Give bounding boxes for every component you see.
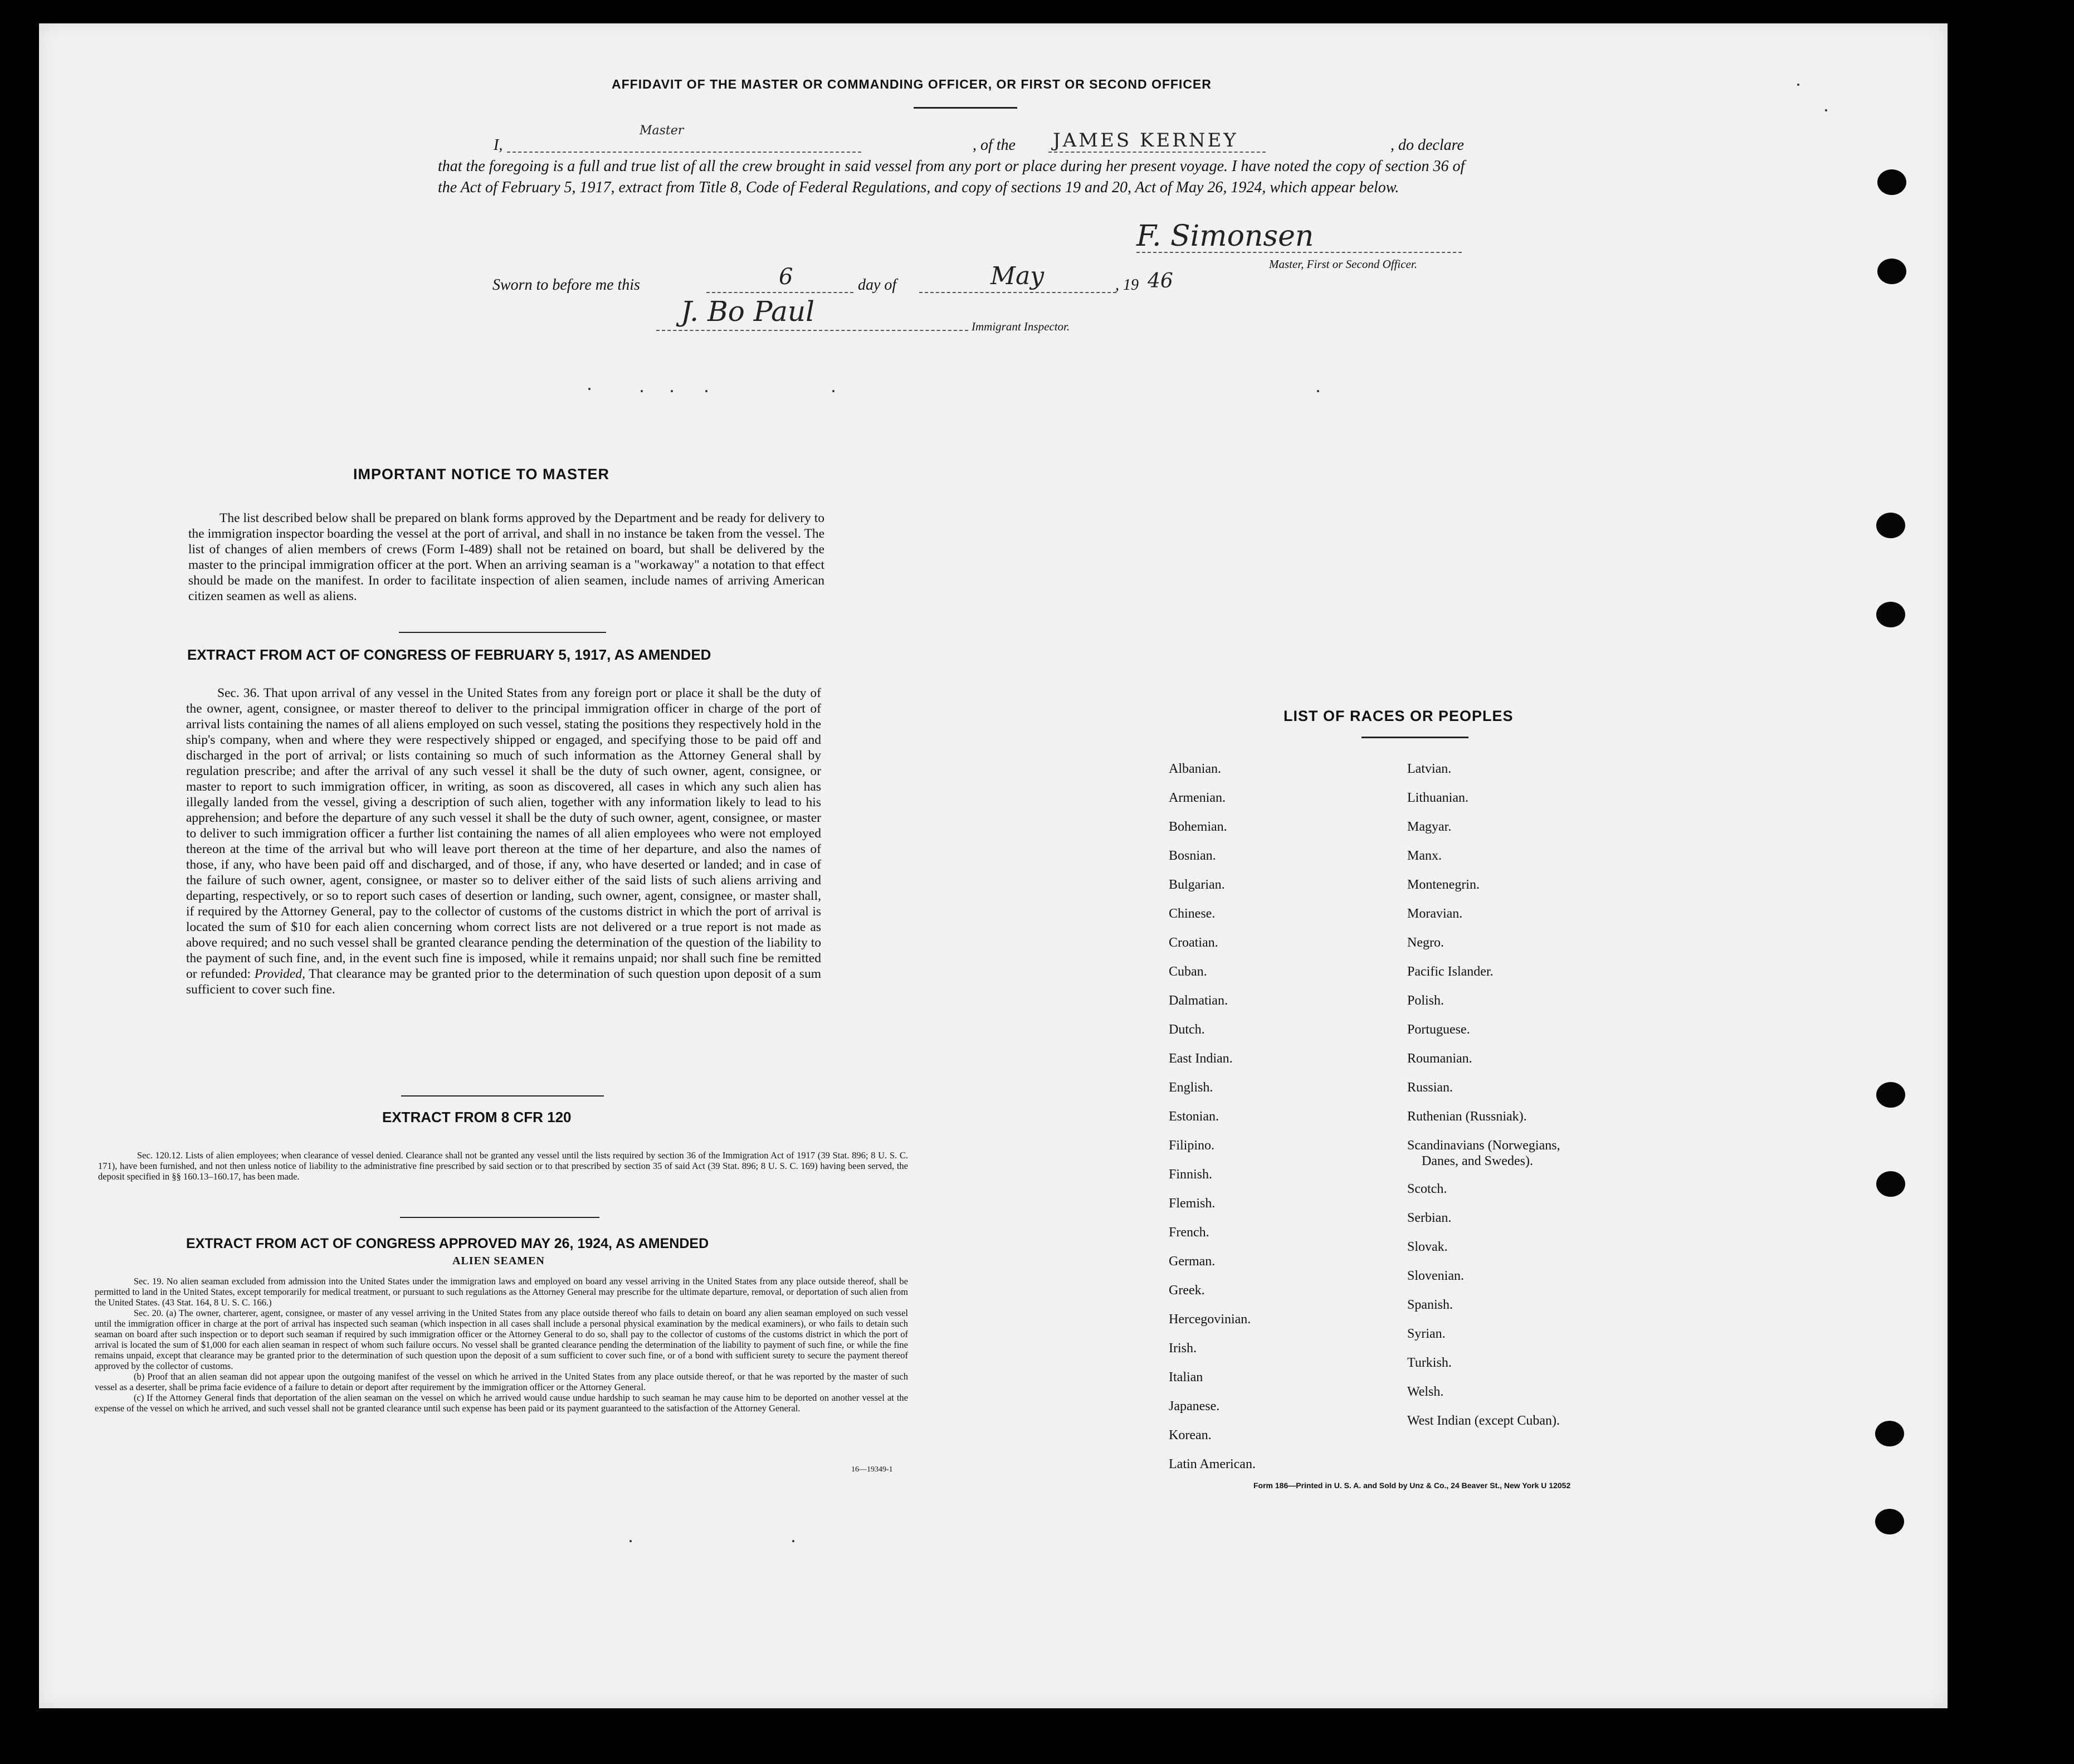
race-item: Finnish.: [1169, 1167, 1213, 1182]
race-item: Latin American.: [1169, 1457, 1256, 1471]
sworn-prefix: Sworn to before me this: [492, 276, 640, 294]
affidavit-declaration: [438, 135, 1480, 198]
section-rule: [400, 1217, 599, 1218]
extract-1924-body: [95, 1276, 908, 1414]
race-item: Spanish.: [1407, 1298, 1453, 1312]
handwritten-master: Master: [640, 124, 684, 138]
race-item: Polish.: [1407, 993, 1445, 1008]
affidavit-title: AFFIDAVIT OF THE MASTER OR COMMANDING OFFICER, OR FIRST OR SECOND OFFICER: [612, 77, 1212, 91]
extract-cfr-body: Sec. 120.12. Lists of alien employees; when clearance of vessel denied. Clearance shall not be granted any vessel until the lists required by section 36 of the Immigration Act of 1917 (39 Stat. 896; 8 U. S. C. 171), have been furnished, and not then unless notice of liability to the administrative fine prescribed by said section or to that prescribed by section 35 of said Act (39 Stat. 896; 8 U. S. C. 169) having been served, the deposit specified in §§ 160.13–160.17, has been made.: [98, 1150, 908, 1182]
speck: [588, 388, 591, 390]
race-item-scandinavians: [1407, 1131, 1560, 1175]
race-item: Moravian.: [1407, 907, 1463, 921]
signature-label: Master, First or Second Officer.: [1269, 257, 1417, 271]
race-item: Lithuanian.: [1407, 791, 1468, 805]
race-item: Magyar.: [1407, 820, 1452, 834]
vessel-blank: [1048, 152, 1266, 153]
race-item: English.: [1169, 1080, 1213, 1095]
race-item: Roumanian.: [1407, 1051, 1472, 1066]
speck: [629, 1540, 632, 1542]
races-right-column: [1407, 754, 1560, 1435]
do-declare: , do declare: [1390, 137, 1464, 154]
title-rule: [914, 107, 1017, 109]
speck: [1825, 109, 1827, 111]
sec-20b-text: (b) Proof that an alien seaman did not appear upon the outgoing manifest of the vessel on which he arrived in the United States from any place outside thereof, or that he was reported by the master of such vessel as a deserter, shall be prima facie evidence of a failure to detain or deport after requirement by the immigration officer or the Attorney General.: [95, 1371, 908, 1392]
notice-title: IMPORTANT NOTICE TO MASTER: [353, 466, 609, 483]
race-item: Croatian.: [1169, 935, 1218, 950]
inspector-line: [656, 330, 968, 331]
race-item: Chinese.: [1169, 907, 1216, 921]
race-item: Armenian.: [1169, 791, 1226, 805]
provided-word: Provided,: [254, 967, 305, 981]
year-prefix: , 19: [1115, 276, 1139, 294]
of-the: , of the: [973, 137, 1016, 154]
race-item-line: Danes, and Swedes).: [1422, 1154, 1533, 1168]
race-item: Japanese.: [1169, 1399, 1220, 1414]
race-item: Greek.: [1169, 1283, 1205, 1298]
punch-hole: [1875, 1509, 1904, 1534]
race-item: Negro.: [1407, 935, 1444, 950]
punch-hole: [1875, 1421, 1904, 1446]
section-rule: [399, 632, 606, 633]
declaration-line: [438, 135, 1480, 156]
sec-36-text-end: That clearance may be granted prior to the determination of such question upon deposit of a sum sufficient to cover such fine.: [186, 967, 822, 997]
extract-cfr-title: EXTRACT FROM 8 CFR 120: [382, 1109, 572, 1125]
affidavit-body: that the foregoing is a full and true list of all the crew brought in said vessel from any port or place during her present voyage. I have noted the copy of section 36 of the Act of February 5, 1917, extract from Title 8, Code of Federal Regulations, and copy of sections 19 and 20, Act of May 26, 1924, which appear below.: [438, 158, 1465, 196]
extract-1917-body: [186, 685, 821, 997]
races-title-rule: [1361, 737, 1468, 738]
handwritten-master-signature: F. Simonsen: [1136, 220, 1314, 253]
signature-line: [1136, 252, 1462, 253]
race-item: Turkish.: [1407, 1356, 1452, 1370]
race-item: Welsh.: [1407, 1385, 1444, 1399]
speck: [1317, 390, 1319, 392]
speck: [705, 390, 707, 392]
race-item: Italian: [1169, 1370, 1203, 1385]
sec-36-text: That upon arrival of any vessel in the United States from any foreign port or place it shall be the duty of the owner, agent, consignee, or master thereof to deliver to the principal immigration officer in charge of the port of arrival lists containing the names of all aliens employed on such vessel, stating the positions they respectively hold in the ship's company, when and where they were respectively shipped or engaged, and specifying those to be paid off and discharged in the port of arrival; or lists containing so much of such information as the Attorney General shall by regulation prescribe; and after the arrival of any such vessel it shall be the duty of such owner, agent, consignee, or master to report to such immigration officer, in writing, as soon as discovered, all cases in which any such alien has illegally landed from the vessel, giving a description of such alien, together with any information likely to lead to his apprehension; and before the departure of any such vessel it shall be the duty of such owner, agent, consignee, or master to deliver to such immigration officer a further list containing the names of all alien employees who were not employed thereon at the time of the arrival but who will leave port thereon at the time of her departure, and also the names of those, if any, who have been paid off and discharged, and of those, if any, who have deserted or landed; and in case of the failure of such owner, agent, consignee, or master so to deliver either of the said lists of such aliens arriving and departing, respectively, or so to report such cases of desertion or landing, such owner, agent, consignee, or master shall, if required by the Attorney General, pay to the collector of customs of the customs district in which the port of arrival is located the sum of $10 for each alien concerning whom correct lists are not delivered or a true report is not made as above required; and no such vessel shall be granted clearance pending the determination of the question of the liability to the payment of such fine, and, in the event such fine is imposed, while it remains unpaid; nor shall such fine be remitted or refunded:: [186, 686, 822, 981]
race-item: Bohemian.: [1169, 820, 1227, 834]
punch-hole: [1876, 602, 1905, 627]
form-number: 16—19349-1: [851, 1465, 893, 1474]
race-item: West Indian (except Cuban).: [1407, 1414, 1560, 1428]
race-item: Flemish.: [1169, 1196, 1216, 1211]
section-rule: [401, 1095, 604, 1097]
race-item: Ruthenian (Russniak).: [1407, 1109, 1527, 1124]
day-of-label: day of: [858, 276, 897, 294]
race-item: Scotch.: [1407, 1182, 1447, 1196]
race-item: Bosnian.: [1169, 849, 1216, 863]
sec-36-label: Sec. 36.: [217, 686, 260, 700]
race-item: Korean.: [1169, 1428, 1212, 1443]
handwritten-inspector-signature: J. Bo Paul: [681, 295, 815, 328]
inspector-label: Immigrant Inspector.: [972, 320, 1070, 333]
speck: [641, 390, 643, 392]
race-item: Montenegrin.: [1407, 878, 1480, 892]
race-item: Albanian.: [1169, 762, 1221, 776]
extract-1924-title: EXTRACT FROM ACT OF CONGRESS APPROVED MAY 26, 1924, AS AMENDED: [186, 1236, 709, 1251]
speck: [1797, 84, 1799, 86]
sec-19-text: Sec. 19. No alien seaman excluded from admission into the United States under the immigration laws and employed on board any vessel arriving in the United States from any place outside thereof, shall be permitted to land in the United States, except temporarily for medical treatment, or pursuant to such regulations as the Attorney General may prescribe for the ultimate departure, removal, or deportation of such alien from the United States. (43 Stat. 164, 8 U. S. C. 166.): [95, 1276, 908, 1308]
extract-1917-title: EXTRACT FROM ACT OF CONGRESS OF FEBRUARY 5, 1917, AS AMENDED: [187, 646, 711, 663]
handwritten-vessel-name: JAMES KERNEY: [1053, 129, 1238, 152]
race-item: Hercegovinian.: [1169, 1312, 1251, 1327]
punch-hole: [1876, 513, 1905, 538]
race-item: Manx.: [1407, 849, 1442, 863]
race-item-line: Scandinavians (Norwegians,: [1407, 1138, 1560, 1153]
speck: [792, 1540, 794, 1542]
handwritten-year: 46: [1148, 270, 1173, 293]
races-title: LIST OF RACES OR PEOPLES: [1284, 708, 1514, 724]
printer-footer: Form 186—Printed in U. S. A. and Sold by Unz & Co., 24 Beaver St., New York U 12052: [1253, 1481, 1571, 1490]
race-item: Irish.: [1169, 1341, 1197, 1356]
race-item: Russian.: [1407, 1080, 1453, 1095]
race-item: German.: [1169, 1254, 1216, 1269]
punch-hole: [1876, 1171, 1905, 1197]
sec-20c-text: (c) If the Attorney General finds that deportation of the alien seaman on the vessel on which he arrived would cause undue hardship to such seaman he may cause him to be deported on another vessel at the expense of the vessel on which he arrived, and such vessel shall not be granted clearance until such expense has been paid or its payment guaranteed to the satisfaction of the Attorney General.: [95, 1392, 908, 1414]
race-item: Pacific Islander.: [1407, 964, 1494, 979]
alien-seamen-subtitle: ALIEN SEAMEN: [452, 1255, 545, 1267]
speck: [671, 390, 673, 392]
race-item: Portuguese.: [1407, 1022, 1470, 1037]
race-item: Dalmatian.: [1169, 993, 1228, 1008]
race-item: Serbian.: [1407, 1211, 1452, 1225]
handwritten-month: May: [990, 262, 1045, 290]
race-item: Bulgarian.: [1169, 878, 1225, 892]
declare-prefix: I,: [494, 137, 503, 154]
race-item: Slovenian.: [1407, 1269, 1464, 1283]
day-blank: [706, 292, 853, 293]
handwritten-day: 6: [779, 264, 793, 290]
punch-hole: [1876, 1082, 1905, 1108]
race-item: Latvian.: [1407, 762, 1452, 776]
race-item: Slovak.: [1407, 1240, 1448, 1254]
punch-hole: [1877, 169, 1906, 195]
race-item: Estonian.: [1169, 1109, 1219, 1124]
race-item: Filipino.: [1169, 1138, 1215, 1153]
races-left-column: [1169, 754, 1256, 1479]
master-blank: [507, 152, 861, 153]
race-item: Cuban.: [1169, 964, 1207, 979]
month-blank: [919, 292, 1116, 293]
race-item: Dutch.: [1169, 1022, 1205, 1037]
race-item: Syrian.: [1407, 1327, 1446, 1341]
race-item: East Indian.: [1169, 1051, 1233, 1066]
notice-body: The list described below shall be prepared on blank forms approved by the Department and be ready for delivery to the immigration inspector boarding the vessel at the port of arrival, and shall in no instance be taken from the vessel. The list of changes of alien members of crews (Form I-489) shall not be retained on board, but shall be delivered by the master to the principal immigration officer at the port. When an arriving seaman is a "workaway" a notation to that effect should be made on the manifest. In order to facilitate inspection of alien seamen, include names of arriving American citizen seamen as well as aliens.: [188, 511, 824, 603]
speck: [832, 390, 835, 392]
punch-hole: [1877, 259, 1906, 284]
race-item: French.: [1169, 1225, 1209, 1240]
sec-20a-text: Sec. 20. (a) The owner, charterer, agent, consignee, or master of any vessel arriving in the United States from any place outside thereof who fails to detain on board any alien seaman employed on such vessel until the immigration officer in charge at the port of arrival has inspected such seaman (which inspection in all cases shall include a personal physical examination by the medical examiners), or who fails to detain such seaman on board after such inspection or to deport such seaman if required by such immigration officer or the Attorney General to do so, shall pay to the collector of customs of the customs district in which the port of arrival is located the sum of $1,000 for each alien seaman in respect of whom such failure occurs. No vessel shall be granted clearance pending the determination of the liability to payment of such fine, or while the fine remains unpaid, except that clearance may be granted prior to the determination of such question upon the deposit of a sum sufficient to cover such fine, or of a bond with sufficient surety to secure the payment thereof approved by the collector of customs.: [95, 1308, 908, 1371]
